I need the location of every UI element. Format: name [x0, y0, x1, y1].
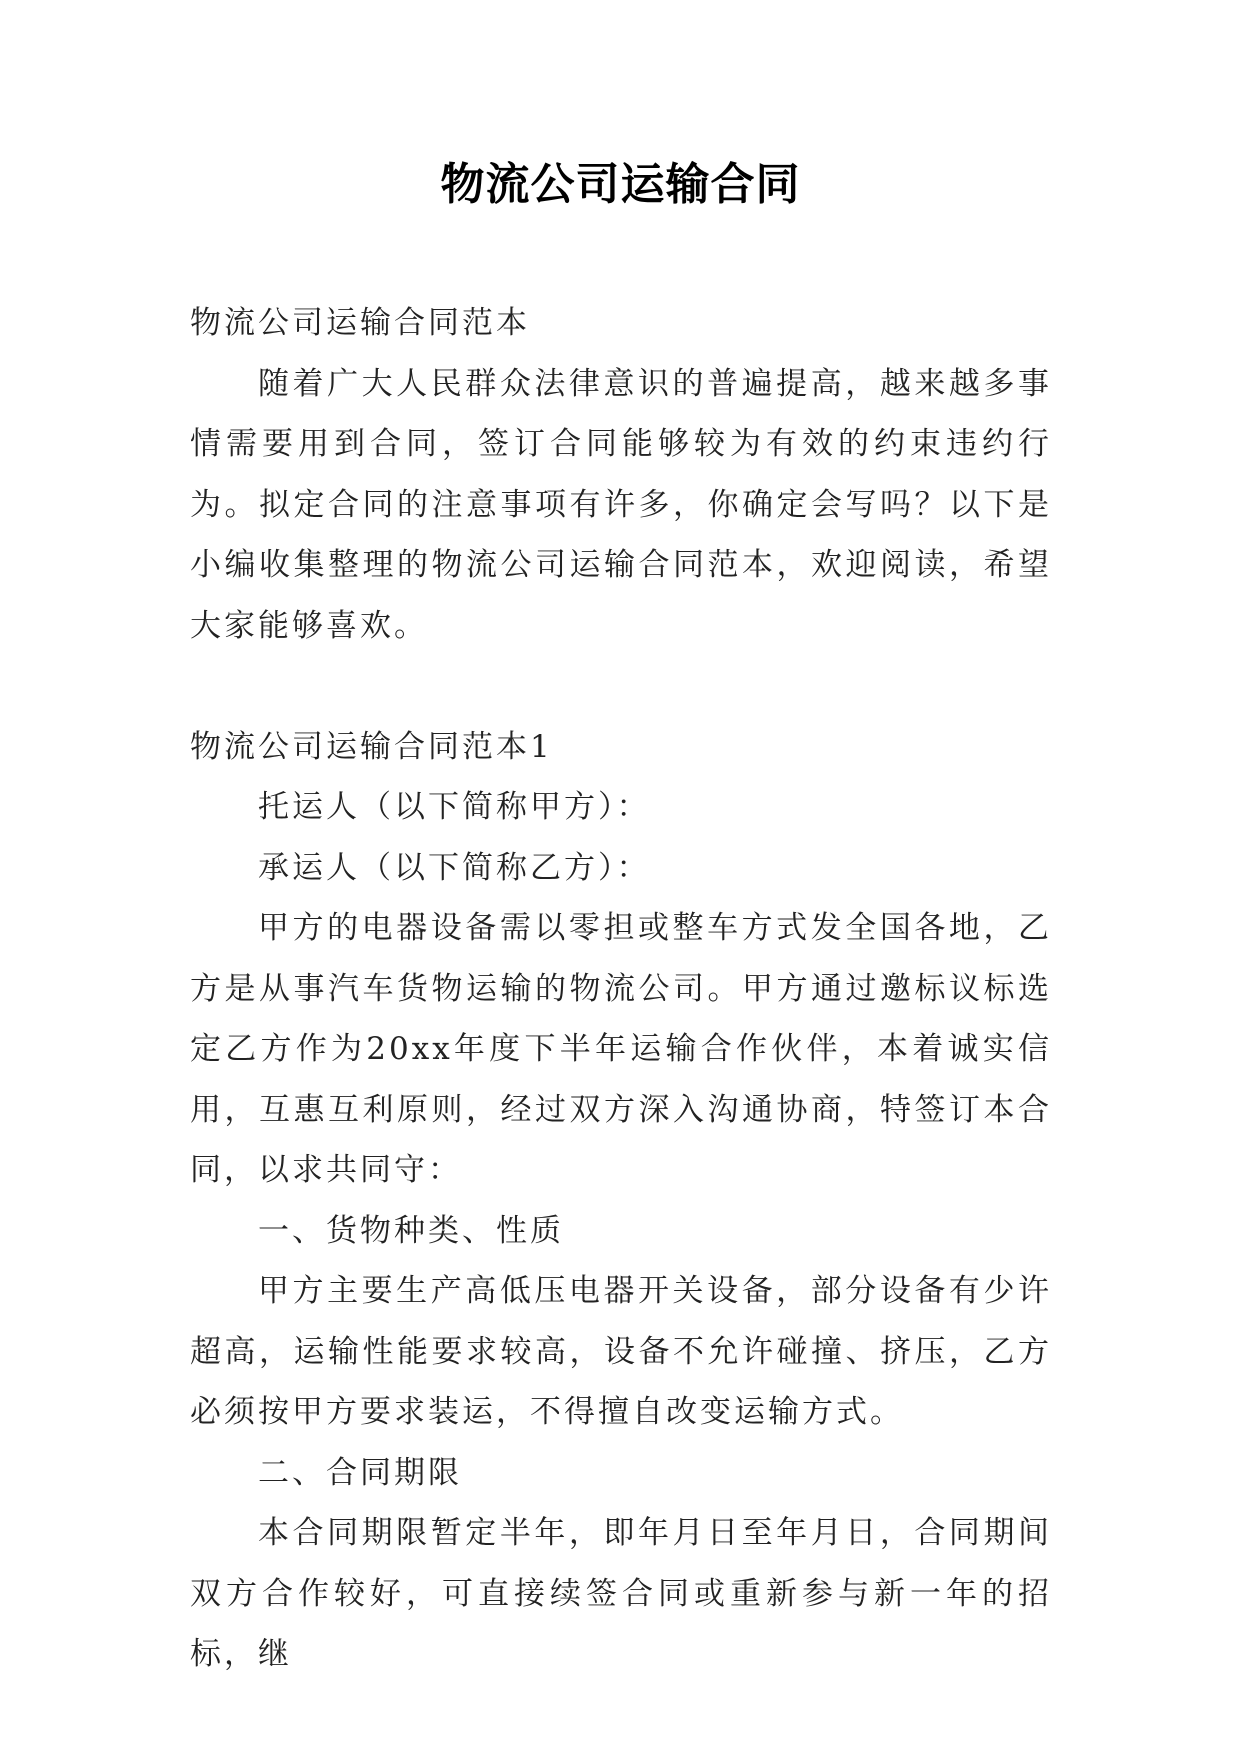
document-body — [190, 293, 1052, 1685]
intro-paragraph: 随着广大人民群众法律意识的普遍提高，越来越多事情需要用到合同，签订合同能够较为有效的约束违约行为。拟定合同的注意事项有许多，你确定会写吗？以下是小编收集整理的物流公司运输合同范本，欢迎阅读，希望大家能够喜欢。 — [190, 365, 1052, 644]
document-title: 物流公司运输合同 — [440, 159, 801, 210]
section-heading: 物流公司运输合同范本1 — [190, 728, 553, 765]
body-paragraph: 甲方主要生产高低压电器开关设备，部分设备有少许超高，运输性能要求较高，设备不允许碰撞、挤压，乙方必须按甲方要求装运，不得擅自改变运输方式。 — [190, 1273, 1052, 1430]
carrier-line: 承运人（以下简称乙方）： — [258, 849, 651, 886]
body-paragraph: 本合同期限暂定半年，即年月日至年月日，合同期间双方合作较好，可直接续签合同或重新参与新一年的招标，继 — [190, 1515, 1052, 1672]
body-paragraph: 甲方的电器设备需以零担或整车方式发全国各地，乙方是从事汽车货物运输的物流公司。甲方通过邀标议标选定乙方作为20xx年度下半年运输合作伙伴，本着诚实信用，互惠互利原则，经过双方深入沟通协商，特签订本合同，以求共同守： — [190, 910, 1052, 1188]
clause-heading: 二、合同期限 — [258, 1454, 462, 1491]
section-heading: 物流公司运输合同范本 — [190, 305, 530, 341]
blank-line — [190, 656, 1052, 717]
clause-heading: 一、货物种类、性质 — [258, 1212, 564, 1249]
shipper-line: 托运人（以下简称甲方）： — [258, 789, 651, 825]
